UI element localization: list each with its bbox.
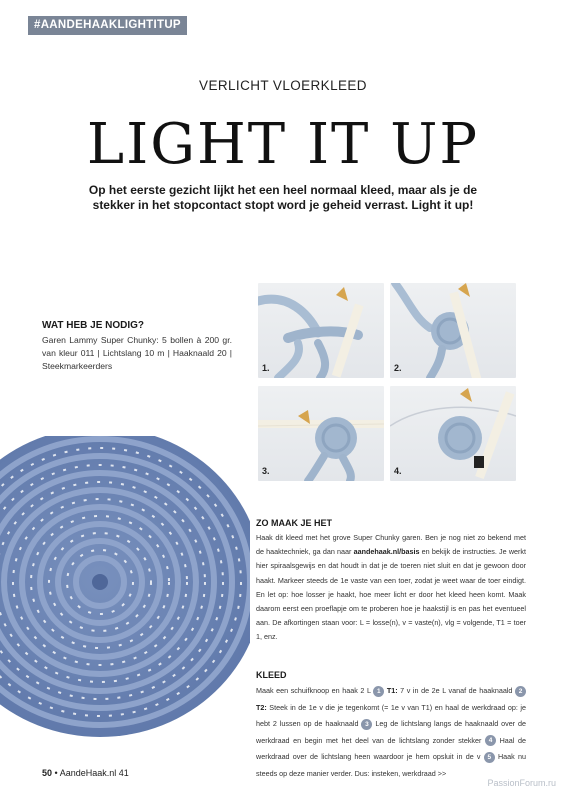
step-badge-1: 1 xyxy=(373,686,384,697)
yarn-illustration xyxy=(258,386,384,481)
yarn-illustration xyxy=(390,386,516,481)
yarn-illustration xyxy=(390,283,516,378)
materials-heading: WAT HEB JE NODIG? xyxy=(42,320,145,331)
step-badge-4: 4 xyxy=(485,735,496,746)
yarn-illustration xyxy=(258,283,384,378)
kleed-text: 7 v in de 2e L vanaf de haaknaald xyxy=(397,686,515,695)
kleed-text: Haak nu steeds op deze manier verder. Dus: insteken, werkdraad >> xyxy=(256,752,526,778)
step-number: 3. xyxy=(262,466,270,476)
page-footer xyxy=(42,768,129,778)
kleed-heading: KLEED xyxy=(256,670,287,680)
step-badge-3: 3 xyxy=(361,719,372,730)
watermark: PassionForum.ru xyxy=(487,778,556,788)
step-badge-2: 2 xyxy=(515,686,526,697)
step-photo-3 xyxy=(258,386,384,481)
publication-name: AandeHaak.nl 41 xyxy=(59,768,129,778)
step-photo-1 xyxy=(258,283,384,378)
step-photo-2 xyxy=(390,283,516,378)
basis-link[interactable]: aandehaak.nl/basis xyxy=(353,547,420,557)
article-title: LIGHT IT UP xyxy=(86,112,480,177)
kleed-text: Leg de lichtslang langs de haaknaald over de werkdraad en begin met het deel van de lichtslang zonder stekker xyxy=(256,719,526,745)
kleed-paragraph xyxy=(256,683,526,783)
howto-paragraph xyxy=(256,531,526,645)
article-subtitle: VERLICHT VLOERKLEED xyxy=(199,78,367,93)
step-badge-5: 5 xyxy=(484,752,495,763)
howto-text: en bekijk de instructies. Je werkt hier spiraalsgewijs en dat houdt in dat je de toeren niet sluit en dat je gewoon door haakt. Markeer steeds de 1e vaste van een toer, zodat je weet waar de toer eindigt. En let op: hoe losser je haakt, hoe meer licht er door het kleed heen komt. Maak daarom eerst een proeflapje om te proberen hoe je haakstijl is en pas het eventueel aan. De afkortingen staan voor: L = losse(n), v = vaste(n), vlg = volgende, T1 = toer 1, enz. xyxy=(256,547,526,642)
step-number: 1. xyxy=(262,363,270,373)
kleed-text: Steek in de 1e v die je tegenkomt (= 1e v van T1) en haal de werkdraad op: je hebt 2 lussen op de haaknaald xyxy=(256,702,526,729)
step-photo-4 xyxy=(390,386,516,481)
round-label: T2: xyxy=(256,702,267,712)
article-intro: Op het eerste gezicht lijkt het een heel normaal kleed, maar als je de stekker in het stopcontact stopt word je geheid verrast. Light it up! xyxy=(88,183,478,212)
kleed-text: Haal de werkdraad over de lichtslang heen waardoor je hem opsluit in de v xyxy=(256,735,526,762)
rug-photo xyxy=(0,436,250,761)
step-number: 2. xyxy=(394,363,402,373)
kleed-text: Maak een schuifknoop en haak 2 L xyxy=(256,686,374,695)
howto-text: Haak dit kleed met het grove Super Chunky garen. Ben je nog niet zo bekend met de haaktechniek, ga dan naar xyxy=(256,533,526,557)
section-tag: #AANDEHAAKLIGHTITUP xyxy=(28,16,187,35)
materials-list: Garen Lammy Super Chunky: 5 bollen à 200 gr. van kleur 011 | Lichtslang 10 m | Haaknaald 20 | Steekmarkeerders xyxy=(42,335,232,371)
round-label: T1: xyxy=(386,686,398,695)
footer-bullet: • xyxy=(54,768,58,778)
step-number: 4. xyxy=(394,466,402,476)
page-number: 50 xyxy=(42,768,53,778)
howto-heading: ZO MAAK JE HET xyxy=(256,518,333,528)
